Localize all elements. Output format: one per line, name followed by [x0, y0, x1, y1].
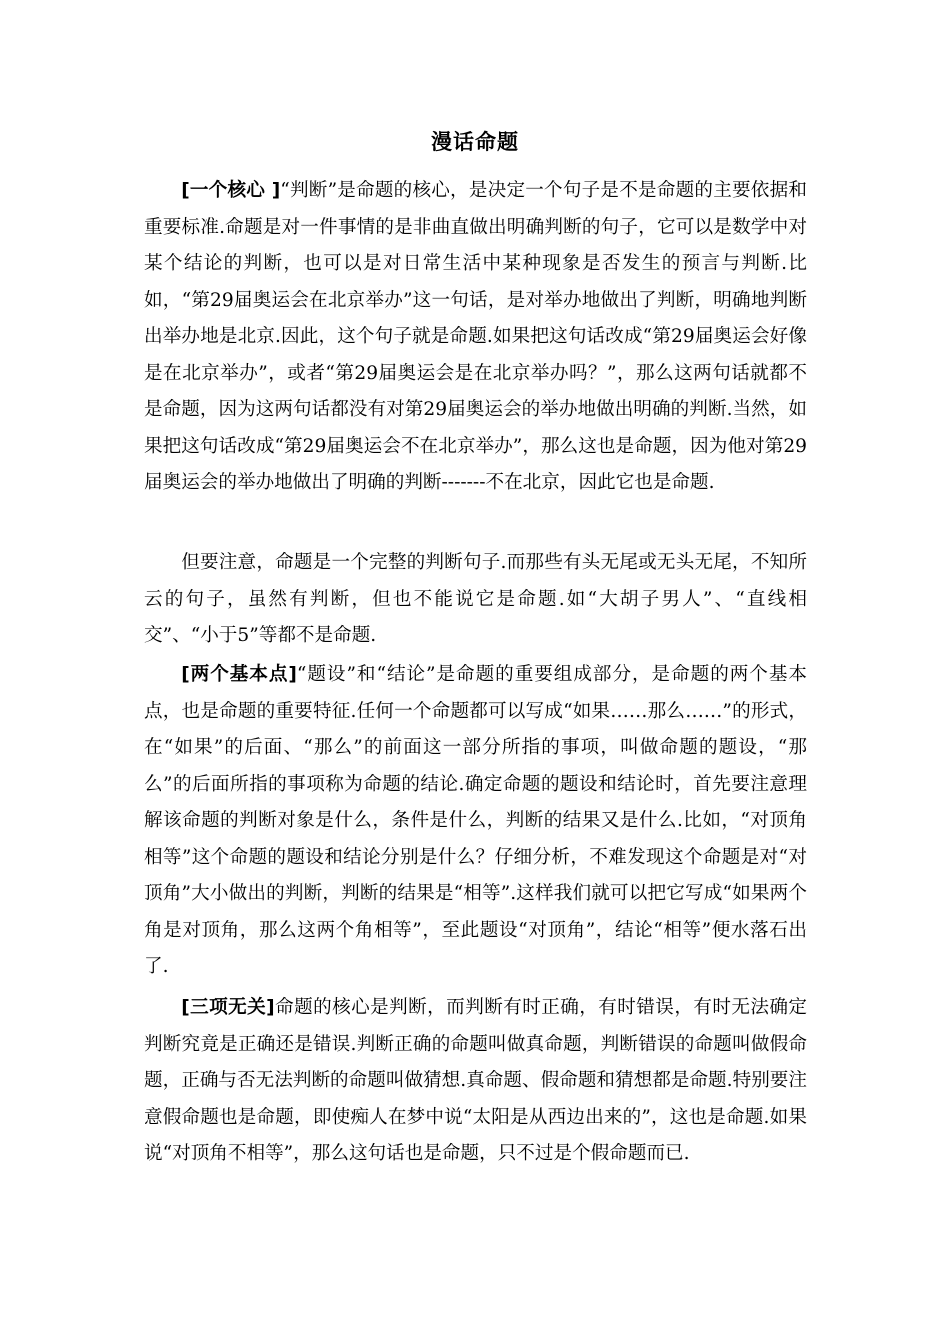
- section-tag-two-basic-points: [两个基本点]: [181, 664, 297, 685]
- section-tag-three-irrelevant: [三项无关]: [181, 997, 275, 1018]
- paragraph-text: “判断”是命题的核心，是决定一个句子是不是命题的主要依据和重要标准.命题是对一件事情的是非曲直做出明确判断的句子，它可以是数学中对某个结论的判断，也可以是对日常生活中某种现象是否发生的预言与判断.比如，“第29届奥运会在北京举办”这一句话，是对举办地做出了判断，明确地判断出举办地是北京.因此，这个句子就是命题.如果把这句话改成“第29届奥运会好像是在北京举办”，或者“第29届奥运会是在北京举办吗？”，那么这两句话就都不是命题，因为这两句话都没有对第29届奥运会的举办地做出明确的判断.当然，如果把这句话改成“第29届奥运会不在北京举办”，那么这也是命题，因为他对第29届奥运会的举办地做出了明确的判断-------不在北京，因此它也是命题.: [144, 180, 807, 493]
- paragraph-text: 但要注意，命题是一个完整的判断句子.而那些有头无尾或无头无尾，不知所云的句子，虽然有判断，但也不能说它是命题.如“大胡子男人”、“直线相交”、“小于5”等都不是命题.: [144, 552, 807, 646]
- paragraph-text: 命题的核心是判断，而判断有时正确，有时错误，有时无法确定判断究竟是正确还是错误.判断正确的命题叫做真命题，判断错误的命题叫做假命题，正确与否无法判断的命题叫做猜想.真命题、假命题和猜想都是命题.特别要注意假命题也是命题，即使痴人在梦中说“太阳是从西边出来的”，这也是命题.如果说“对顶角不相等”，那么这句话也是命题，只不过是个假命题而已.: [144, 997, 807, 1164]
- section-tag-one-core: [一个核心 ]: [181, 180, 281, 201]
- page-title: 漫话命题: [431, 130, 519, 154]
- paragraph-two-basic-points: [144, 657, 807, 986]
- paragraph-text: “题设”和“结论”是命题的重要组成部分，是命题的两个基本点，也是命题的重要特征.任何一个命题都可以写成“如果……那么……”的形式，在“如果”的后面、“那么”的前面这一部分所指的事项，叫做命题的题设，“那么”的后面所指的事项称为命题的结论.确定命题的题设和结论时，首先要注意理解该命题的判断对象是什么，条件是什么，判断的结果又是什么.比如，“对顶角相等”这个命题的题设和结论分别是什么？仔细分析，不难发现这个命题是对“对顶角”大小做出的判断，判断的结果是“相等”.这样我们就可以把它写成“如果两个角是对顶角，那么这两个角相等”，至此题设“对顶角”，结论“相等”便水落石出了.: [144, 664, 808, 977]
- paragraph-one-core: [144, 173, 807, 502]
- paragraph-three-irrelevant: [144, 990, 807, 1173]
- paragraph-note: [144, 545, 807, 655]
